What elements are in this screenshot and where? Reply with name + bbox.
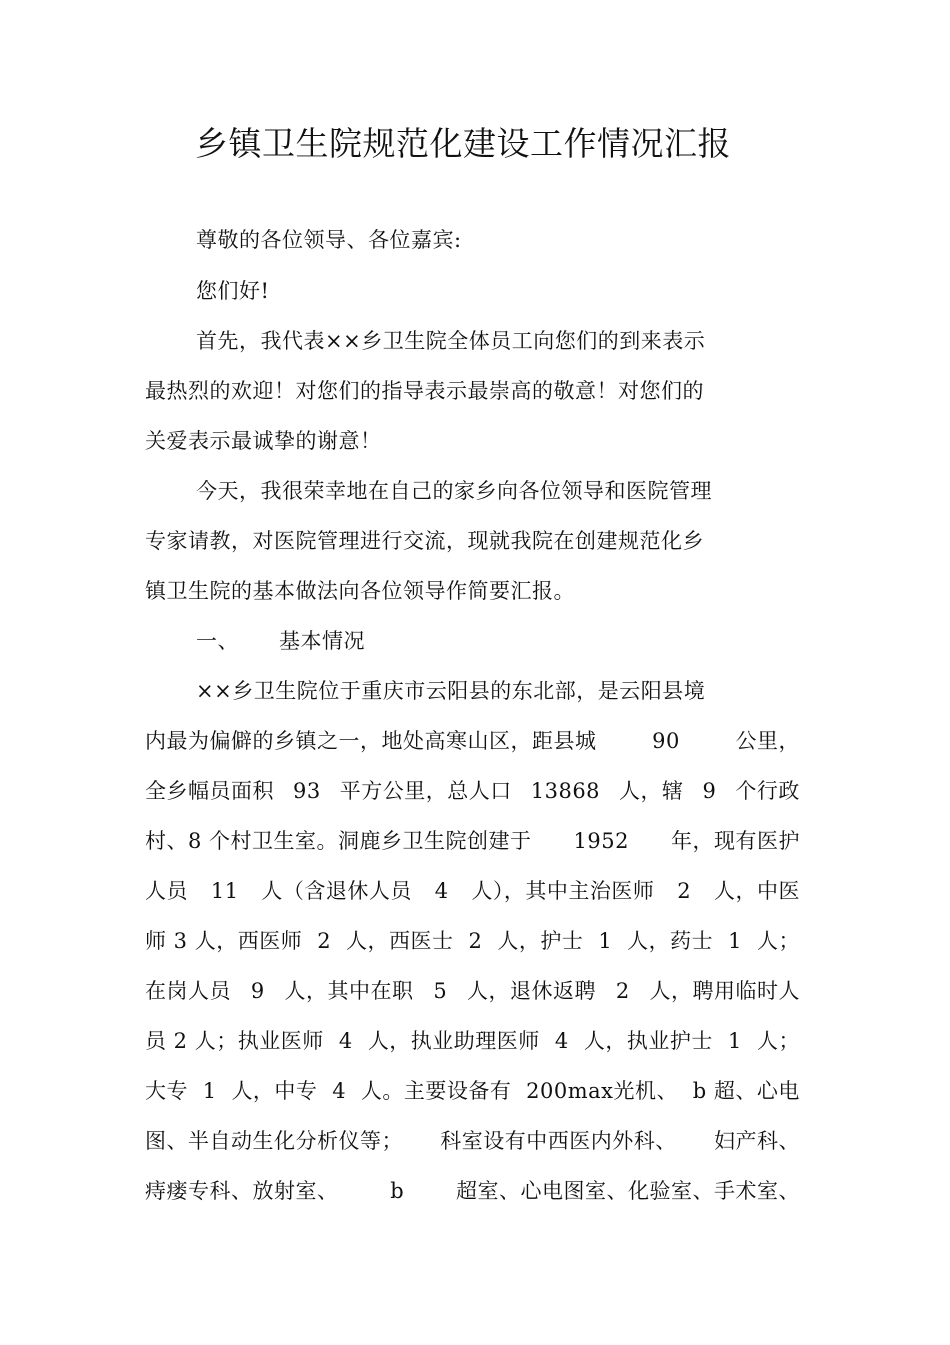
text-segment: 人；: [757, 1029, 800, 1053]
text-segment: 4: [554, 1029, 569, 1053]
paragraph-line: [145, 875, 800, 907]
text-segment: 人员: [145, 879, 188, 903]
text-segment: 人），其中主治医师: [471, 879, 655, 903]
text-segment: 9: [250, 979, 265, 1003]
text-segment: 人，执业助理医师: [367, 1029, 540, 1053]
text-segment: 人，退休返聘: [467, 979, 596, 1003]
text-segment: 内最为偏僻的乡镇之一，地处高寒山区，距县城: [145, 729, 597, 753]
text-segment: 师 3 人，西医师: [145, 929, 303, 953]
paragraph-line: 最热烈的欢迎！对您们的指导表示最崇高的敬意！对您们的: [145, 379, 704, 403]
text-segment: 1: [598, 929, 613, 953]
paragraph-line: [145, 725, 800, 757]
paragraph-line: [145, 825, 800, 857]
text-segment: 公里，: [735, 729, 800, 753]
text-segment: 人（含退休人员: [261, 879, 412, 903]
text-segment: 超室、心电图室、化验室、手术室、: [455, 1179, 800, 1203]
text-segment: 人，辖: [619, 779, 684, 803]
text-segment: 大专: [145, 1079, 188, 1103]
text-segment: 人；: [756, 929, 800, 953]
paragraph-line: ××乡卫生院位于重庆市云阳县的东北部，是云阳县境: [196, 679, 706, 703]
text-segment: 1: [728, 929, 742, 953]
text-segment: 人，护士: [497, 929, 584, 953]
text-segment: 人，聘用临时人: [649, 979, 800, 1003]
text-segment: 9: [702, 779, 717, 803]
hello: 您们好!: [196, 279, 270, 303]
text-segment: b 超、心电: [692, 1079, 800, 1103]
text-segment: 90: [652, 729, 680, 753]
text-segment: 在岗人员: [145, 979, 231, 1003]
text-segment: 4: [332, 1079, 347, 1103]
text-segment: 个行政: [735, 779, 800, 803]
section-title: 基本情况: [279, 629, 365, 653]
text-segment: b: [390, 1179, 405, 1203]
text-segment: 人，中专: [231, 1079, 318, 1103]
text-segment: 2: [677, 879, 692, 903]
text-segment: 13868: [530, 779, 601, 803]
document-title: 乡镇卫生院规范化建设工作情况汇报: [195, 124, 731, 163]
text-segment: 人，其中在职: [284, 979, 414, 1003]
text-segment: 全乡幅员面积: [145, 779, 274, 803]
text-segment: 人，执业护士: [583, 1029, 713, 1053]
paragraph-line: [145, 775, 800, 807]
text-segment: 1: [728, 1029, 742, 1053]
text-segment: 1: [202, 1079, 217, 1103]
paragraph-line: [145, 1125, 800, 1157]
text-segment: 人，西医士: [346, 929, 454, 953]
text-segment: 1952: [573, 829, 629, 853]
paragraph-line: 关爱表示最诚挚的谢意！: [145, 429, 382, 453]
text-segment: 11: [210, 879, 239, 903]
text-segment: 平方公里，总人口: [339, 779, 512, 803]
paragraph-line: [145, 925, 800, 957]
text-segment: 人。主要设备有: [360, 1079, 512, 1103]
section-heading: [196, 625, 365, 657]
paragraph-line: 镇卫生院的基本做法向各位领导作简要汇报。: [145, 579, 575, 603]
text-segment: 4: [338, 1029, 353, 1053]
paragraph-line: 今天，我很荣幸地在自己的家乡向各位领导和医院管理: [196, 479, 712, 503]
text-segment: 人，中医: [713, 879, 800, 903]
text-segment: 妇产科、: [714, 1129, 800, 1153]
section-number: 一、: [196, 629, 239, 653]
paragraph-line: 首先，我代表××乡卫生院全体员工向您们的到来表示: [196, 329, 706, 353]
text-segment: 图、半自动生化分析仪等；: [145, 1129, 403, 1153]
paragraph-line: [145, 1025, 800, 1057]
text-segment: 科室设有中西医内外科、: [440, 1129, 677, 1153]
text-segment: 人，药士: [627, 929, 714, 953]
paragraph-line: [145, 1075, 800, 1107]
text-segment: 5: [433, 979, 448, 1003]
paragraph-line: 专家请教，对医院管理进行交流，现就我院在创建规范化乡: [145, 529, 704, 553]
text-segment: 痔瘘专科、放射室、: [145, 1179, 339, 1203]
text-segment: 2: [468, 929, 483, 953]
text-segment: 村、8 个村卫生室。洞鹿乡卫生院创建于: [145, 829, 532, 853]
paragraph-line: [145, 1175, 800, 1207]
text-segment: 2: [615, 979, 630, 1003]
text-segment: 93: [293, 779, 321, 803]
text-segment: 年，现有医护: [671, 829, 800, 853]
text-segment: 员 2 人；执业医师: [145, 1029, 324, 1053]
greeting: 尊敬的各位领导、各位嘉宾:: [196, 228, 462, 252]
text-segment: 2: [317, 929, 332, 953]
paragraph-line: [145, 975, 800, 1007]
text-segment: 200max光机、: [526, 1079, 679, 1103]
text-segment: 4: [434, 879, 449, 903]
